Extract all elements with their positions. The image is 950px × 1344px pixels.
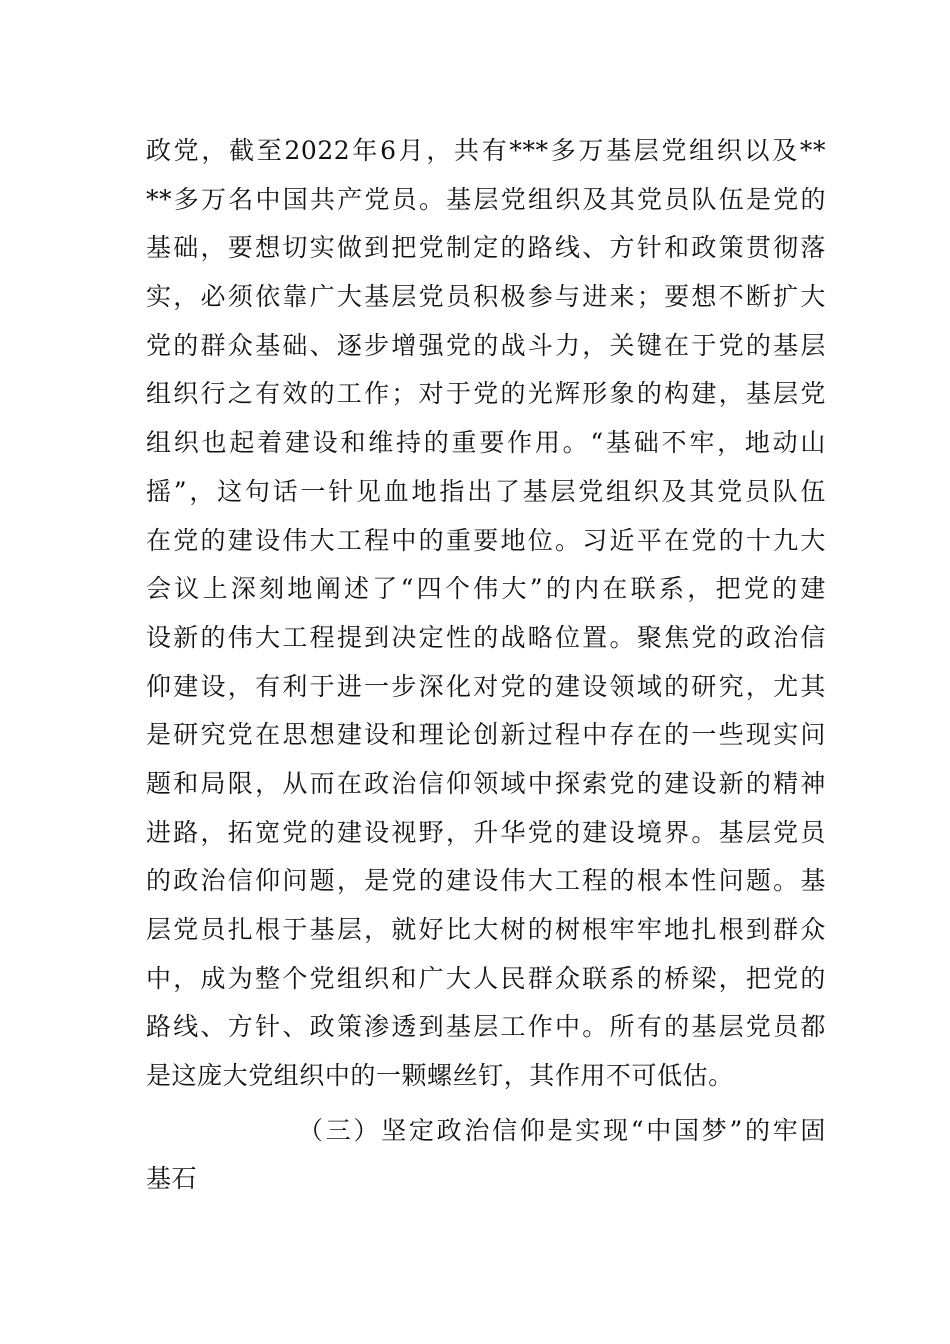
- paragraph-line-7: 组织也起着建设和维持的重要作用。“基础不牢，地动山: [146, 428, 826, 458]
- section-heading-line-1: （三）坚定政治信仰是实现“中国梦”的牢固: [298, 1115, 826, 1145]
- paragraph-line-3: 基础，要想切实做到把党制定的路线、方针和政策贯彻落: [146, 233, 826, 263]
- paragraph-line-19: 路线、方针、政策渗透到基层工作中。所有的基层党员都: [146, 1012, 826, 1042]
- paragraph-line-4: 实，必须依靠广大基层党员积极参与进来；要想不断扩大: [146, 282, 826, 312]
- paragraph-line-16: 的政治信仰问题，是党的建设伟大工程的根本性问题。基: [146, 866, 826, 896]
- paragraph-line-11: 设新的伟大工程提到决定性的战略位置。聚焦党的政治信: [146, 622, 826, 652]
- paragraph-line-8: 摇”，这句话一针见血地指出了基层党组织及其党员队伍: [146, 476, 826, 506]
- paragraph-line-17: 层党员扎根于基层，就好比大树的树根牢牢地扎根到群众: [146, 915, 826, 944]
- paragraph-line-13: 是研究党在思想建设和理论创新过程中存在的一些现实问: [146, 720, 826, 750]
- paragraph-line-14: 题和局限，从而在政治信仰领域中探索党的建设新的精神: [146, 768, 826, 798]
- paragraph-line-20: 是这庞大党组织中的一颗螺丝钉，其作用不可低估。: [146, 1061, 734, 1091]
- paragraph-line-9: 在党的建设伟大工程中的重要地位。习近平在党的十九大: [146, 525, 826, 555]
- paragraph-line-15: 进路，拓宽党的建设视野，升华党的建设境界。基层党员: [146, 817, 826, 847]
- paragraph-line-6: 组织行之有效的工作；对于党的光辉形象的构建，基层党: [146, 379, 826, 409]
- paragraph-line-12: 仰建设，有利于进一步深化对党的建设领域的研究，尤其: [146, 671, 826, 701]
- document-body: [146, 127, 826, 1204]
- section-heading-line-2: 基石: [146, 1164, 198, 1194]
- paragraph-line-10: 会议上深刻地阐述了“四个伟大”的内在联系，把党的建: [146, 574, 826, 604]
- paragraph-line-2: **多万名中国共产党员。基层党组织及其党员队伍是党的: [146, 184, 826, 214]
- paragraph-line-5: 党的群众基础、逐步增强党的战斗力，关键在于党的基层: [146, 330, 826, 360]
- paragraph-line-1: 政党，截至2022年6月，共有***多万基层党组织以及**: [146, 136, 826, 165]
- paragraph-line-18: 中，成为整个党组织和广大人民群众联系的桥梁，把党的: [146, 963, 826, 993]
